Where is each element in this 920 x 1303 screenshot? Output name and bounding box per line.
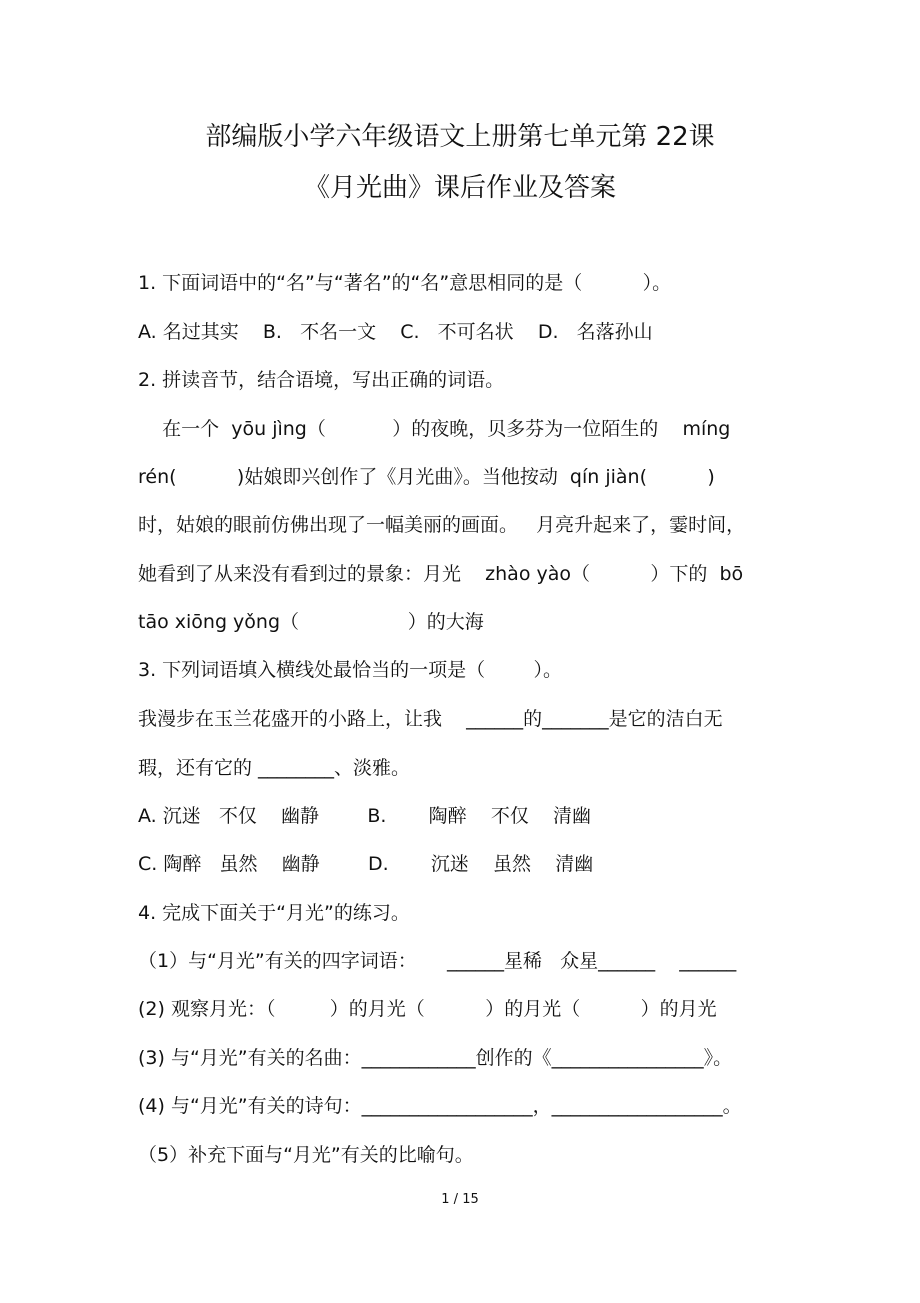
- page-indicator: [0, 1192, 920, 1208]
- question-3: 3. 下列词语填入横线处最恰当的一项是（ ）。: [138, 659, 562, 681]
- document-title-line-2: 《月光曲》课后作业及答案: [303, 173, 616, 203]
- page-total: 15: [462, 1192, 479, 1207]
- question-4-part-3: (3) 与“月光”有关的名曲：____________创作的《________________》。: [138, 1047, 733, 1069]
- question-2-text-line: rén( )姑娘即兴创作了《月光曲》。当他按动 qín jiàn( ): [138, 466, 715, 488]
- question-3-sentence: 我漫步在玉兰花盛开的小路上，让我 ______的_______是它的洁白无: [138, 708, 723, 730]
- document-title-line-1: 部编版小学六年级语文上册第七单元第 22课: [205, 122, 715, 152]
- question-2-text-line: 时，姑娘的眼前仿佛出现了一幅美丽的画面。 月亮升起来了，霎时间，: [138, 514, 746, 536]
- question-4-part-2: (2) 观察月光：（ ）的月光（ ）的月光（ ）的月光: [138, 998, 717, 1020]
- question-2: 2. 拼读音节，结合语境，写出正确的词语。: [138, 369, 505, 391]
- question-1-options: A. 名过其实 B. 不名一文 C. 不可名状 D. 名落孙山: [138, 321, 653, 343]
- question-4-part-4: (4) 与“月光”有关的诗句：__________________，__________________。: [138, 1095, 742, 1117]
- question-2-text-line: tāo xiōng yǒng（ ）的大海: [138, 611, 484, 633]
- question-4: 4. 完成下面关于“月光”的练习。: [138, 902, 410, 924]
- question-3-sentence: 瑕，还有它的 ________、淡雅。: [138, 757, 411, 779]
- page-current: 1: [441, 1192, 450, 1207]
- question-3-options: A. 沉迷 不仅 幽静 B. 陶醉 不仅 清幽: [138, 805, 592, 827]
- question-4-part-1: （1）与“月光”有关的四字词语： ______星稀 众星______ ______: [138, 950, 737, 972]
- question-1: 1. 下面词语中的“名”与“著名”的“名”意思相同的是（ ）。: [138, 272, 672, 294]
- question-3-options: C. 陶醉 虽然 幽静 D. 沉迷 虽然 清幽: [138, 853, 594, 875]
- page-separator: /: [449, 1192, 463, 1207]
- question-2-text-line: 在一个 yōu jìng（ ）的夜晚，贝多芬为一位陌生的 míng: [138, 418, 731, 440]
- question-2-text-line: 她看到了从来没有看到过的景象：月光 zhào yào（ ）下的 bō: [138, 563, 744, 585]
- question-4-part-5: （5）补充下面与“月光”有关的比喻句。: [138, 1144, 474, 1166]
